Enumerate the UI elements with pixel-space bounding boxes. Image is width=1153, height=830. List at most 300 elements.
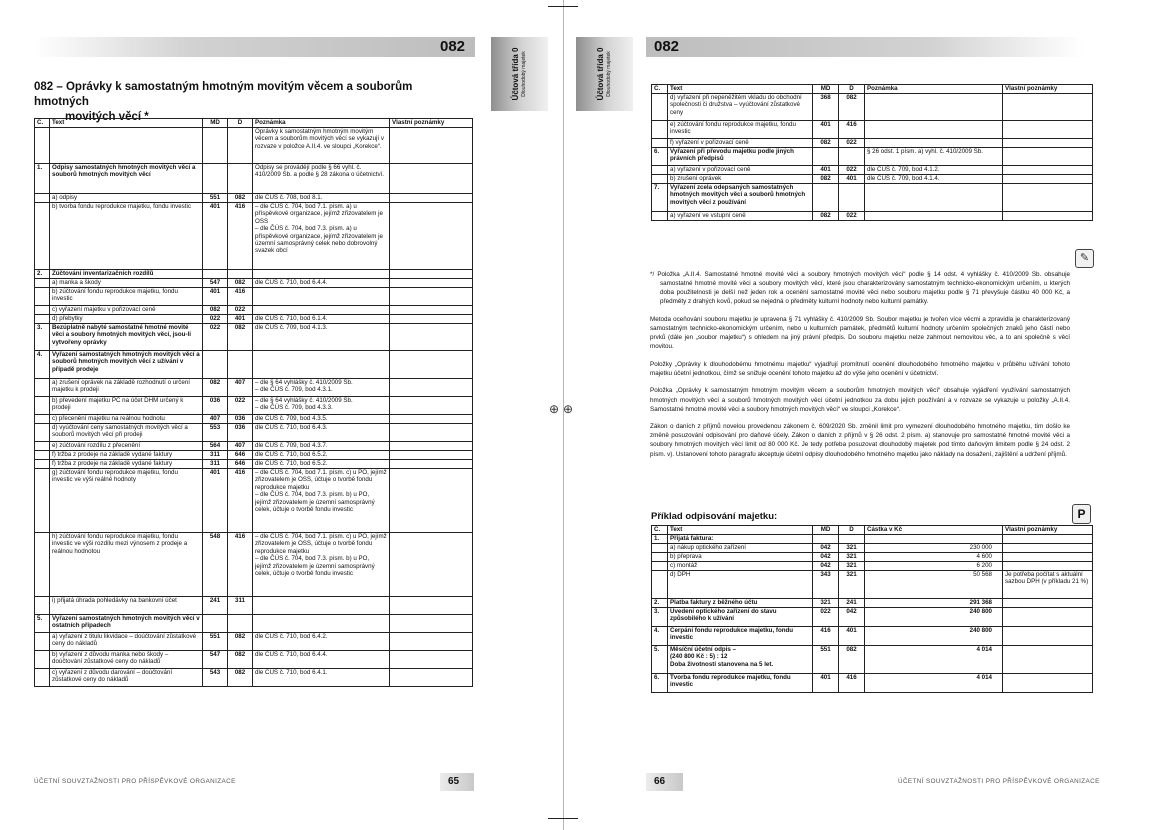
registration-mark-icon: ⊕ xyxy=(549,402,560,416)
row-text: Vyřazení při převodu majetku podle jiných právních předpisů xyxy=(668,148,813,166)
d-account: 646 xyxy=(228,451,253,460)
table-row xyxy=(35,633,473,651)
amount: 4 600 xyxy=(865,553,1003,562)
remark xyxy=(253,597,390,615)
md-account: 042 xyxy=(813,544,839,553)
chapter-tab xyxy=(576,37,633,111)
column-header: Poznámka xyxy=(253,119,390,128)
row-number: 5. xyxy=(652,646,668,674)
md-account xyxy=(203,351,228,379)
remark xyxy=(865,184,1003,212)
table-row xyxy=(652,608,1093,627)
table-row xyxy=(652,544,1093,553)
md-account: 401 xyxy=(203,288,228,306)
d-account: 401 xyxy=(839,175,865,184)
table-row xyxy=(652,212,1093,221)
row-text: Vyřazení samostatných hmotných movitých věcí a souborů hmotných movitých věcí z užívání v případě prodeje xyxy=(50,351,203,379)
own-notes[interactable] xyxy=(390,633,473,651)
remark: dle ČÚS č. 710, bod 6.4.3. xyxy=(253,424,390,442)
d-account: 321 xyxy=(839,544,865,553)
row-number xyxy=(35,306,50,315)
column-header: Č. xyxy=(652,85,668,94)
table-row xyxy=(35,669,473,687)
d-account: 646 xyxy=(228,460,253,469)
row-text: c) vyřazení z důvodu darování – doúčtování zůstatkové ceny do nákladů xyxy=(50,669,203,687)
d-account: 311 xyxy=(228,597,253,615)
own-notes[interactable] xyxy=(390,442,473,451)
own-notes[interactable] xyxy=(390,379,473,397)
table-header-row xyxy=(35,119,473,128)
row-text: d) DPH xyxy=(668,571,813,599)
column-header: D xyxy=(839,85,865,94)
table-row xyxy=(652,148,1093,166)
md-account: 401 xyxy=(203,203,228,270)
row-text: Uvedení optického zařízení do stavu způsobilého k užívání xyxy=(668,608,813,627)
md-account: 548 xyxy=(203,533,228,597)
md-account: 241 xyxy=(203,597,228,615)
row-text: e) zúčtování rozdílu z přecenění xyxy=(50,442,203,451)
d-account: 042 xyxy=(839,608,865,627)
md-account: 416 xyxy=(813,627,839,646)
table-row xyxy=(652,166,1093,175)
remark xyxy=(865,121,1003,139)
table-row xyxy=(652,139,1093,148)
example-table xyxy=(651,525,1093,693)
row-text: b) zúčtování fondu reprodukce majetku, fondu investic xyxy=(50,288,203,306)
row-number xyxy=(652,166,668,175)
d-account: 082 xyxy=(839,646,865,674)
own-notes[interactable] xyxy=(1003,184,1093,212)
own-notes[interactable] xyxy=(390,164,473,194)
row-number xyxy=(35,597,50,615)
own-notes[interactable] xyxy=(1003,94,1093,121)
remark: dle ČÚS č. 710, bod 6.4.1. xyxy=(253,669,390,687)
remark: dle ČÚS č. 708, bod 8.1. xyxy=(253,194,390,203)
row-text: f) tržba z prodeje na základě vydané faktury xyxy=(50,460,203,469)
remark: dle ČÚS č. 710, bod 6.5.2. xyxy=(253,451,390,460)
own-notes[interactable] xyxy=(1003,646,1093,674)
md-account: 547 xyxy=(203,651,228,669)
md-account: 401 xyxy=(813,121,839,139)
row-text: b) zrušení oprávek xyxy=(668,175,813,184)
notes-section xyxy=(650,270,1070,467)
own-notes[interactable] xyxy=(1003,674,1093,693)
table-row xyxy=(35,397,473,415)
row-number xyxy=(35,451,50,460)
amount: 230 000 xyxy=(865,544,1003,553)
own-notes[interactable] xyxy=(390,306,473,315)
table-row xyxy=(35,324,473,351)
row-number xyxy=(35,415,50,424)
d-account: 321 xyxy=(839,553,865,562)
d-account: 022 xyxy=(839,166,865,175)
d-account: 022 xyxy=(839,212,865,221)
md-account: 543 xyxy=(203,669,228,687)
md-account: 042 xyxy=(813,553,839,562)
accounting-table xyxy=(34,118,473,687)
md-account: 082 xyxy=(203,379,228,397)
table-row xyxy=(35,533,473,597)
md-account xyxy=(813,535,839,544)
own-notes[interactable] xyxy=(390,597,473,615)
row-number xyxy=(652,139,668,148)
example-icon: P xyxy=(1072,504,1091,524)
right-page xyxy=(576,0,1153,830)
table-row xyxy=(652,627,1093,646)
row-text: a) vyřazení ve vstupní ceně xyxy=(668,212,813,221)
remark: dle ČÚS č. 709, bod 4.1.2. xyxy=(865,166,1003,175)
header-code: 082 xyxy=(440,38,466,55)
row-text: b) vyřazení z důvodu manka nebo škody – doúčtování zůstatkové ceny do nákladů xyxy=(50,651,203,669)
row-number xyxy=(652,212,668,221)
remark xyxy=(253,306,390,315)
row-text: Tvorba fondu reprodukce majetku, fondu investic xyxy=(668,674,813,693)
table-row xyxy=(35,306,473,315)
own-notes[interactable] xyxy=(390,424,473,442)
row-text: b) přeprava xyxy=(668,553,813,562)
md-account: 022 xyxy=(203,324,228,351)
table-row xyxy=(652,571,1093,599)
remark: – dle § 64 vyhlášky č. 410/2009 Sb. – dle ČÚS č. 709, bod 4.3.3. xyxy=(253,397,390,415)
example-title: Příklad odpisování majetku: xyxy=(651,511,778,522)
row-text: f) vyřazení v pořizovací ceně xyxy=(668,139,813,148)
amount xyxy=(865,535,1003,544)
note-paragraph: Metoda oceňování souboru majetku je upravena § 71 vyhlášky č. 410/2009 Sb. Soubor majetku je tvořen více věcmi a zpravidla je charakterizovaný samostatným technicko-ekonomickým určením, nebo u kulturních památek, předmětů kulturní hodnoty určením společných znaků jeho částí nebo prvků (dále jen „soubor majetku“) s ohledem na jiný právní předpis. Do souboru majetku nelze zahrnout nemovitou věc, a to ani společně s věcí movitou. xyxy=(650,315,1070,351)
column-header: MD xyxy=(813,85,839,94)
note-paragraph: Položky „Oprávky k dlouhodobému hmotnému majetku“ vyjadřují promítnutí ocenění dlouhodobého hmotného majetku v průběhu užívání tohoto majetku účetní jednotkou, čímž se snižuje ocenění tohoto majetku až do výše jeho ocenění v účetnictví. xyxy=(650,360,1070,377)
row-number: 1. xyxy=(652,535,668,544)
row-number xyxy=(652,544,668,553)
row-text: Vyřazení zcela odepsaných samostatných hmotných movitých věcí a souborů hmotných movitých věcí z používání xyxy=(668,184,813,212)
own-notes[interactable] xyxy=(390,669,473,687)
note-paragraph: */ Položka „A.II.4. Samostatné hmotné movité věci a soubory hmotných movitých věcí“ podle § 14 odst. 4 vyhlášky č. 410/2009 Sb. obsahuje samostatné hmotné movité věci a soubory movitých věcí, které jsou charakterizovány samostatným technicko-ekonomickým určením, u kterých doba použitelnosti je delší než jeden rok a ocenění samostatné movité věci nebo souboru majetku podle § 71 převyšuje částku 40 000 Kč, a předměty z drahých kovů, pokud se nejedná o předměty kulturní hodnoty nebo kulturní památky. xyxy=(650,271,1070,306)
d-account: 321 xyxy=(839,562,865,571)
own-notes[interactable] xyxy=(390,415,473,424)
table-row xyxy=(35,351,473,379)
row-text: f) tržba z prodeje na základě vydané faktury xyxy=(50,451,203,460)
own-notes[interactable] xyxy=(390,324,473,351)
own-notes[interactable] xyxy=(390,469,473,533)
row-number xyxy=(35,651,50,669)
header-code: 082 xyxy=(654,38,680,55)
row-text: d) vyřazení při nepeněžitém vkladu do obchodní společnosti či družstva – vyúčtování zůstatkové ceny xyxy=(668,94,813,121)
own-notes[interactable] xyxy=(1003,148,1093,166)
footer-text: ÚČETNÍ SOUVZTAŽNOSTI PRO PŘÍSPĚVKOVÉ ORGANIZACE xyxy=(34,778,236,785)
d-account: 321 xyxy=(839,571,865,599)
note-icon: ✎ xyxy=(1075,249,1094,268)
row-number: 6. xyxy=(652,674,668,693)
remark xyxy=(253,615,390,633)
row-text: Platba faktury z běžného účtu xyxy=(668,599,813,608)
row-number: 2. xyxy=(652,599,668,608)
row-number xyxy=(652,121,668,139)
row-text: a) nákup optického zařízení xyxy=(668,544,813,553)
own-notes[interactable] xyxy=(390,203,473,270)
d-account: 416 xyxy=(228,469,253,533)
d-account: 082 xyxy=(839,94,865,121)
row-text: c) vyřazení majetku v pořizovací ceně xyxy=(50,306,203,315)
d-account: 407 xyxy=(228,442,253,451)
row-number xyxy=(35,288,50,306)
row-text: b) převedení majetku PC na účet DHM určený k prodeji xyxy=(50,397,203,415)
row-number xyxy=(652,553,668,562)
remark: Odpisy se provádějí podle § 66 vyhl. č. 410/2009 Sb. a podle § 28 zákona o účetnictví. xyxy=(253,164,390,194)
remark: dle ČÚS č. 710, bod 6.5.2. xyxy=(253,460,390,469)
table-row xyxy=(35,194,473,203)
row-number xyxy=(35,669,50,687)
own-notes[interactable] xyxy=(390,279,473,288)
amount: 4 014 xyxy=(865,646,1003,674)
header-band xyxy=(646,37,1083,57)
table-row xyxy=(35,203,473,270)
d-account: 082 xyxy=(228,633,253,651)
table-header-row xyxy=(652,85,1093,94)
tab-class-sublabel: Dlouhodobý majetek xyxy=(605,51,612,97)
table-row xyxy=(35,424,473,442)
own-notes[interactable] xyxy=(1003,175,1093,184)
d-account: 022 xyxy=(228,397,253,415)
remark: dle ČÚS č. 710, bod 6.4.4. xyxy=(253,651,390,669)
amount: 4 014 xyxy=(865,674,1003,693)
own-notes[interactable] xyxy=(390,351,473,379)
table-row xyxy=(652,674,1093,693)
d-account: 407 xyxy=(228,379,253,397)
remark: dle ČÚS č. 709, bod 4.1.3. xyxy=(253,324,390,351)
own-notes[interactable] xyxy=(1003,139,1093,148)
row-text: Měsíční účetní odpis – (240 800 Kč : 5) : 12 Doba životnosti stanovena na 5 let. xyxy=(668,646,813,674)
remark xyxy=(865,139,1003,148)
row-number xyxy=(652,175,668,184)
column-header: MD xyxy=(813,526,839,535)
column-header: Č. xyxy=(35,119,50,128)
table-row xyxy=(652,599,1093,608)
own-notes[interactable] xyxy=(1003,544,1093,553)
d-account: 401 xyxy=(228,315,253,324)
md-account xyxy=(203,615,228,633)
own-notes[interactable] xyxy=(390,270,473,279)
tab-class-sublabel: Dlouhodobý majetek xyxy=(520,51,527,97)
own-notes[interactable] xyxy=(1003,627,1093,646)
header-band xyxy=(34,37,475,57)
table-row xyxy=(35,442,473,451)
row-number xyxy=(35,128,50,164)
remark: dle ČÚS č. 709, bod 4.1.4. xyxy=(865,175,1003,184)
d-account: 416 xyxy=(228,288,253,306)
own-notes[interactable] xyxy=(1003,166,1093,175)
row-number xyxy=(652,571,668,599)
remark: Oprávky k samostatným hmotným movitým věcem a souborům movitých věcí se vykazují v rozvaze v položce A.II.4. ve sloupci „Korekce“. xyxy=(253,128,390,164)
md-account xyxy=(203,128,228,164)
md-account: 401 xyxy=(203,469,228,533)
row-number: 3. xyxy=(35,324,50,351)
md-account: 547 xyxy=(203,279,228,288)
own-notes[interactable] xyxy=(390,615,473,633)
row-number xyxy=(652,562,668,571)
table-row xyxy=(35,315,473,324)
row-text: e) zúčtování fondu reprodukce majetku, fondu investic xyxy=(668,121,813,139)
remark xyxy=(253,351,390,379)
md-account: 564 xyxy=(203,442,228,451)
own-notes[interactable] xyxy=(390,533,473,597)
d-account: 082 xyxy=(228,324,253,351)
table-row xyxy=(652,175,1093,184)
table-row xyxy=(652,121,1093,139)
column-header: Vlastní poznámky xyxy=(1003,526,1093,535)
table-row xyxy=(35,379,473,397)
row-number xyxy=(35,633,50,651)
row-number xyxy=(35,194,50,203)
row-number: 3. xyxy=(652,608,668,627)
column-header: D xyxy=(839,526,865,535)
remark: – dle § 64 vyhlášky č. 410/2009 Sb. – dle ČÚS č. 709, bod 4.3.1. xyxy=(253,379,390,397)
remark: dle ČÚS č. 709, bod 4.3.5. xyxy=(253,415,390,424)
md-account xyxy=(813,148,839,166)
md-account: 551 xyxy=(203,633,228,651)
table-row xyxy=(652,94,1093,121)
row-number xyxy=(35,460,50,469)
note-paragraph: Položka „Oprávky k samostatným hmotným movitým věcem a souborům hmotných movitých věcí“ obsahuje vyjádření využívání samostatných hmotných movitých věcí a souborů hmotných movitých věcí účetní jednotkou za dobu jejich používání a v rozvaze se vykazuje u položky „A.II.4. Samostatné hmotné movité věci a soubory hmotných movitých věcí“ ve sloupci „Korekce“. xyxy=(650,387,1070,413)
column-header: Poznámka xyxy=(865,85,1003,94)
row-number xyxy=(35,533,50,597)
own-notes[interactable] xyxy=(390,460,473,469)
title-line-1: 082 – Oprávky k samostatným hmotným movitým věcem a souborům hmotných xyxy=(34,81,413,108)
d-account: 082 xyxy=(228,194,253,203)
chapter-tab xyxy=(491,37,548,111)
table-row xyxy=(35,164,473,194)
row-number xyxy=(35,379,50,397)
row-number: 2. xyxy=(35,270,50,279)
column-header: Text xyxy=(668,526,813,535)
md-account: 311 xyxy=(203,451,228,460)
column-header: D xyxy=(228,119,253,128)
d-account: 022 xyxy=(228,306,253,315)
row-text: d) přebytky xyxy=(50,315,203,324)
own-notes[interactable] xyxy=(1003,212,1093,221)
row-text: g) zúčtování fondu reprodukce majetku, fondu investic ve výši reálné hodnoty xyxy=(50,469,203,533)
remark xyxy=(253,288,390,306)
table-row xyxy=(35,279,473,288)
amount: 240 800 xyxy=(865,608,1003,627)
d-account xyxy=(228,270,253,279)
own-notes[interactable]: Je potřeba počítat s aktuální sazbou DPH (v příkladu 21 %) xyxy=(1003,571,1093,599)
column-header: Částka v Kč xyxy=(865,526,1003,535)
d-account xyxy=(839,148,865,166)
remark xyxy=(253,270,390,279)
column-header: Č. xyxy=(652,526,668,535)
row-text: Čerpání fondu reprodukce majetku, fondu investic xyxy=(668,627,813,646)
amount: 6 200 xyxy=(865,562,1003,571)
column-header: Vlastní poznámky xyxy=(1003,85,1093,94)
table-row xyxy=(652,562,1093,571)
row-text: a) zrušení oprávek na základě rozhodnutí o určení majetku k prodeji xyxy=(50,379,203,397)
d-account: 022 xyxy=(839,139,865,148)
table-row xyxy=(35,270,473,279)
table-row xyxy=(35,128,473,164)
remark: dle ČÚS č. 709, bod 4.3.7. xyxy=(253,442,390,451)
d-account xyxy=(228,164,253,194)
md-account: 368 xyxy=(813,94,839,121)
md-account xyxy=(203,270,228,279)
row-text: a) manka a škody xyxy=(50,279,203,288)
column-header: Text xyxy=(668,85,813,94)
md-account: 311 xyxy=(203,460,228,469)
d-account: 082 xyxy=(228,651,253,669)
row-number: 4. xyxy=(35,351,50,379)
d-account xyxy=(839,535,865,544)
remark: – dle ČÚS č. 704, bod 7.1. písm. a) u příspěvkové organizace, jejímž zřizovatelem je OSS – dle ČÚS č. 704, bod 7.3. písm. a) u příspěvkové organizace, jejímž zřizovatelem je územní samosprávný celek nebo dobrovolný svazek obcí xyxy=(253,203,390,270)
own-notes[interactable] xyxy=(1003,608,1093,627)
page-number: 66 xyxy=(646,773,683,791)
md-account: 401 xyxy=(813,166,839,175)
column-header: Text xyxy=(50,119,203,128)
table-row xyxy=(35,415,473,424)
own-notes[interactable] xyxy=(1003,553,1093,562)
row-text: Zúčtování inventarizačních rozdílů xyxy=(50,270,203,279)
table-row xyxy=(652,646,1093,674)
row-text: c) přecenění majetku na reálnou hodnotu xyxy=(50,415,203,424)
table-row xyxy=(35,469,473,533)
table-header-row xyxy=(652,526,1093,535)
row-number xyxy=(35,442,50,451)
own-notes[interactable] xyxy=(1003,562,1093,571)
own-notes[interactable] xyxy=(390,451,473,460)
d-account: 241 xyxy=(839,599,865,608)
own-notes[interactable] xyxy=(390,651,473,669)
d-account xyxy=(839,184,865,212)
own-notes[interactable] xyxy=(1003,535,1093,544)
table-row xyxy=(35,597,473,615)
d-account: 036 xyxy=(228,424,253,442)
own-notes[interactable] xyxy=(1003,121,1093,139)
d-account: 082 xyxy=(228,669,253,687)
own-notes[interactable] xyxy=(390,397,473,415)
remark: dle ČÚS č. 710, bod 6.1.4. xyxy=(253,315,390,324)
row-number: 6. xyxy=(652,148,668,166)
own-notes[interactable] xyxy=(390,194,473,203)
accounting-table-continued xyxy=(651,84,1093,221)
md-account: 082 xyxy=(203,306,228,315)
left-page xyxy=(0,0,548,830)
row-number xyxy=(35,203,50,270)
crop-mark xyxy=(548,6,578,7)
row-text: Odpisy samostatných hmotných movitých věcí a souborů hmotných movitých věcí xyxy=(50,164,203,194)
own-notes[interactable] xyxy=(390,315,473,324)
own-notes[interactable] xyxy=(390,128,473,164)
crop-mark xyxy=(548,818,578,819)
footer-text: ÚČETNÍ SOUVZTAŽNOSTI PRO PŘÍSPĚVKOVÉ ORGANIZACE xyxy=(898,778,1100,785)
md-account: 022 xyxy=(203,315,228,324)
own-notes[interactable] xyxy=(1003,599,1093,608)
row-number: 7. xyxy=(652,184,668,212)
d-account xyxy=(228,128,253,164)
own-notes[interactable] xyxy=(390,288,473,306)
d-account: 082 xyxy=(228,279,253,288)
md-account: 551 xyxy=(203,194,228,203)
row-text: a) odpisy xyxy=(50,194,203,203)
row-text: d) vyúčtování ceny samostatných movitých věcí a souborů movitých věcí při prodeji xyxy=(50,424,203,442)
d-account: 416 xyxy=(228,203,253,270)
remark: § 26 odst. 1 písm. a) vyhl. č. 410/2009 Sb. xyxy=(865,148,1003,166)
row-number xyxy=(35,397,50,415)
tab-class-label: Účtová třída 0 xyxy=(595,47,605,101)
column-header: MD xyxy=(203,119,228,128)
table-row xyxy=(652,184,1093,212)
row-text: h) zúčtování fondu reprodukce majetku, fondu investic ve výši rozdílu mezi výnosem z prodeje a reálnou hodnotou xyxy=(50,533,203,597)
row-text xyxy=(50,128,203,164)
row-text: Přijatá faktura: xyxy=(668,535,813,544)
md-account: 407 xyxy=(203,415,228,424)
md-account: 022 xyxy=(813,608,839,627)
